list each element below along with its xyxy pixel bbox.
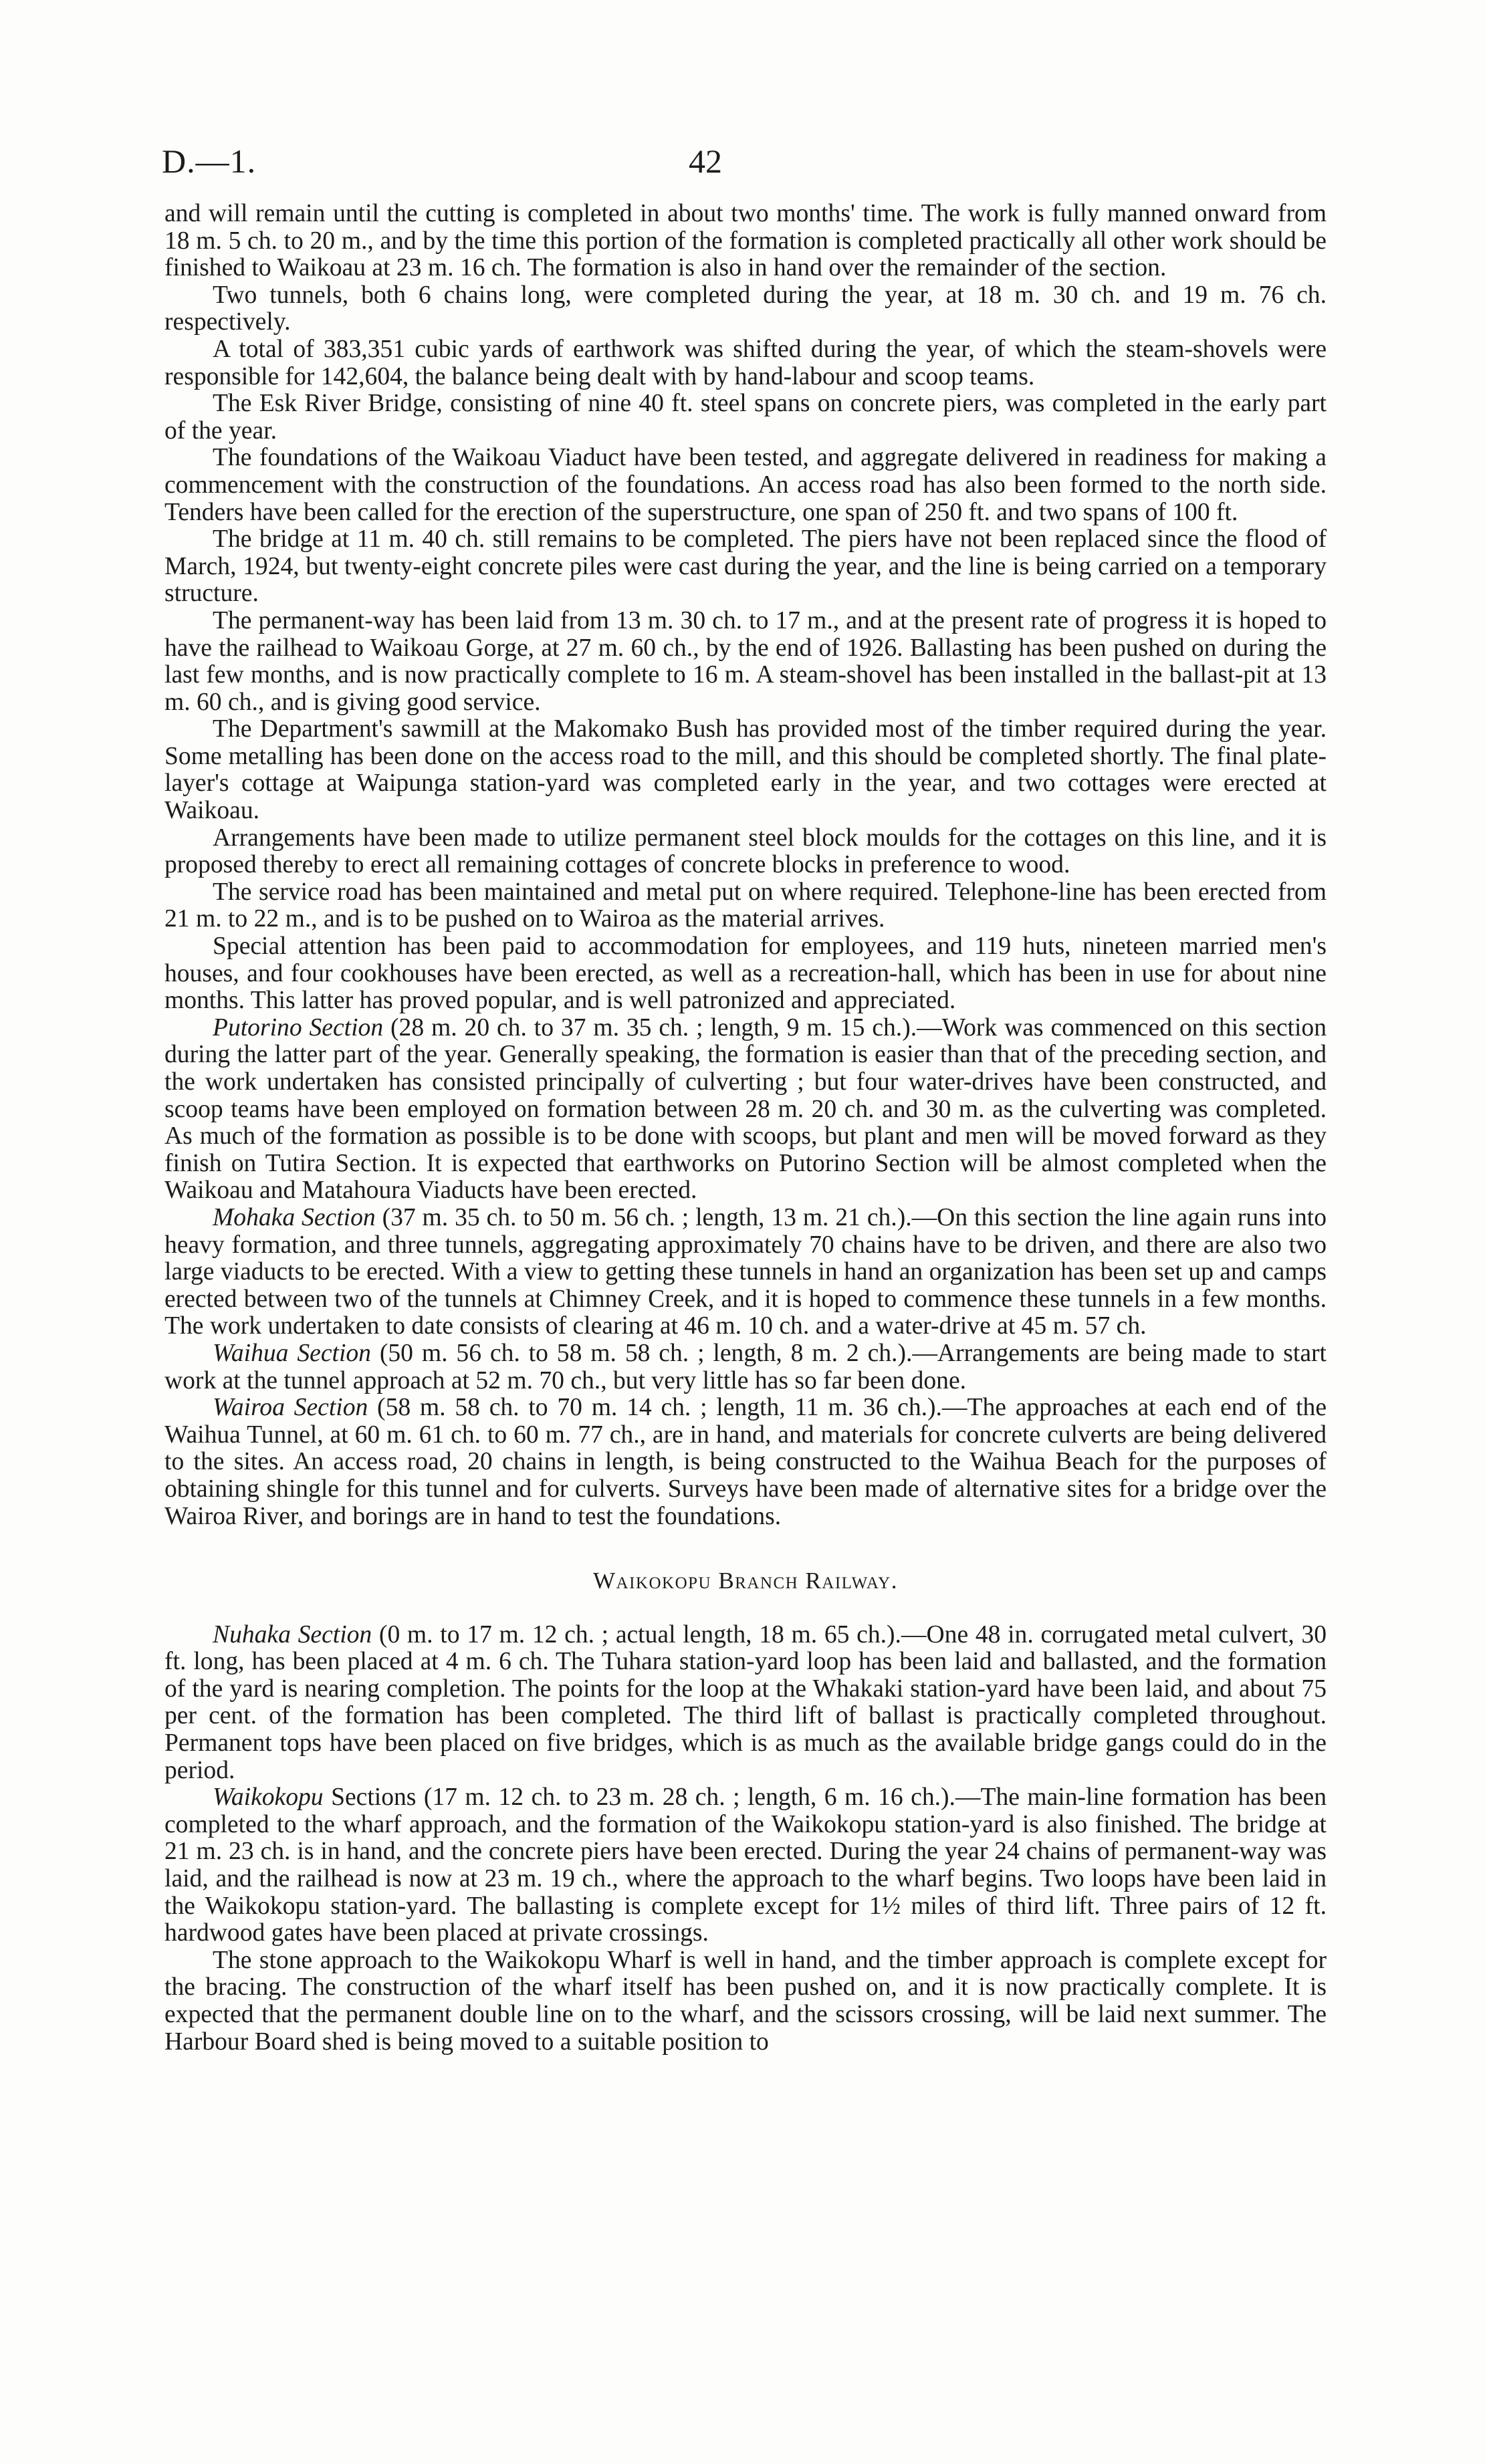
section-paragraph-wairoa xyxy=(164,1394,1327,1530)
paragraph: The bridge at 11 m. 40 ch. still remains to be completed. The piers have not been replaced since the flood of March, 1924, but twenty-eight concrete piles were cast during the year, and the line is being carried on a temporary structure. xyxy=(164,525,1327,608)
section-paragraph-waihua xyxy=(164,1340,1327,1394)
report-body xyxy=(164,201,1327,2056)
section-title: Waikokopu xyxy=(213,1783,324,1812)
paragraph: and will remain until the cutting is completed in about two months' time. The work is fully manned onward from 18 m. 5 ch. to 20 m., and by the time this portion of the formation is completed practically all other work should be finished to Waikoau at 23 m. 16 ch. The formation is also in hand over the remainder of the section. xyxy=(164,200,1327,282)
section-title: Mohaka Section xyxy=(213,1203,376,1231)
section-paragraph-nuhaka xyxy=(164,1622,1327,1785)
paragraph: Two tunnels, both 6 chains long, were completed during the year, at 18 m. 30 ch. and 19 m. 76 ch. respectively. xyxy=(164,281,1327,336)
paragraph: Arrangements have been made to utilize permanent steel block moulds for the cottages on this line, and it is proposed thereby to erect all remaining cottages of concrete blocks in preference to wood. xyxy=(164,824,1327,879)
paragraph: The Department's sawmill at the Makomako Bush has provided most of the timber required during the year. Some metalling has been done on the access road to the mill, and this should be completed shortly. The final plate-layer's cottage at Waipunga station-yard was completed early in the year, and two cottages were erected at Waikoau. xyxy=(164,715,1327,825)
section-paragraph-waikokopu xyxy=(164,1784,1327,1947)
section-title: Wairoa Section xyxy=(213,1394,368,1422)
section-text: (37 m. 35 ch. to 50 m. 56 ch. ; length, 13 m. 21 ch.).—On this section the line again runs into heavy formation, and three tunnels, aggregating approximately 70 chains have to be driven, and there are also two large viaducts to be erected. With a view to getting these tunnels in hand an organization has been set up and camps erected between two of the tunnels at Chimney Creek, and it is hoped to commence these tunnels in a few months. The work undertaken to date consists of clearing at 46 m. 10 ch. and a water-drive at 45 m. 57 ch. xyxy=(164,1203,1327,1340)
section-title: Waihua Section xyxy=(213,1339,371,1367)
section-text: Sections (17 m. 12 ch. to 23 m. 28 ch. ; length, 6 m. 16 ch.).—The main-line formation has been completed to the wharf approach, and the formation of the Waikokopu station-yard is also finished. The bridge at 21 m. 23 ch. is in hand, and the concrete piers have been erected. During the year 24 chains of permanent-way was laid, and the railhead is now at 23 m. 19 ch., where the approach to the wharf begins. Two loops have been laid in the Waikokopu station-yard. The ballasting is complete except for 1½ miles of third lift. Three pairs of 12 ft. hardwood gates have been placed at private crossings. xyxy=(164,1783,1327,1947)
section-text: (0 m. to 17 m. 12 ch. ; actual length, 18 m. 65 ch.).—One 48 in. corrugated metal culvert, 30 ft. long, has been placed at 4 m. 6 ch. The Tuhara station-yard loop has been laid and ballasted, and the formation of the yard is nearing completion. The points for the loop at the Whakaki station-yard have been laid, and about 75 per cent. of the formation has been completed. The third lift of ballast is practically completed throughout. Permanent tops have been placed on five bridges, which is as much as the available bridge gangs could do in the period. xyxy=(164,1620,1327,1784)
paragraph: The foundations of the Waikoau Viaduct have been tested, and aggregate delivered in readiness for making a commencement with the construction of the foundations. An access road has also been formed to the north side. Tenders have been called for the erection of the superstructure, one span of 250 ft. and two spans of 100 ft. xyxy=(164,444,1327,526)
section-text: (58 m. 58 ch. to 70 m. 14 ch. ; length, 11 m. 36 ch.).—The approaches at each end of the Waihua Tunnel, at 60 m. 61 ch. to 60 m. 77 ch., are in hand, and materials for concrete culverts are being delivered to the sites. An access road, 20 chains in length, is being constructed to the Waihua Beach for the purposes of obtaining shingle for this tunnel and for culverts. Surveys have been made of alternative sites for a bridge over the Wairoa River, and borings are in hand to test the foundations. xyxy=(164,1394,1327,1530)
section-paragraph-putorino xyxy=(164,1015,1327,1205)
paragraph: The Esk River Bridge, consisting of nine 40 ft. steel spans on concrete piers, was completed in the early part of the year. xyxy=(164,390,1327,445)
section-paragraph-mohaka xyxy=(164,1205,1327,1340)
document-reference: D.—1. xyxy=(162,142,257,180)
paragraph: The service road has been maintained and metal put on where required. Telephone-line has been erected from 21 m. to 22 m., and is to be pushed on to Wairoa as the material arrives. xyxy=(164,878,1327,933)
section-text: (28 m. 20 ch. to 37 m. 35 ch. ; length, 9 m. 15 ch.).—Work was commenced on this section during the latter part of the year. Generally speaking, the formation is easier than that of the preceding section, and the work undertaken has consisted principally of culverting ; but four water-drives have been constructed, and scoop teams have been employed on formation between 28 m. 20 ch. and 30 m. as the culverting was completed. As much of the formation as possible is to be done with scoops, but plant and men will be moved forward as they finish on Tutira Section. It is expected that earthworks on Putorino Section will be almost completed when the Waikoau and Matahoura Viaducts have been erected. xyxy=(164,1013,1327,1205)
branch-railway-heading: Waikokopu Branch Railway. xyxy=(593,1568,898,1594)
section-title: Nuhaka Section xyxy=(213,1620,372,1648)
paragraph: Special attention has been paid to accommodation for employees, and 119 huts, nineteen married men's houses, and four cookhouses have been erected, as well as a recreation-hall, which has been in use for about nine months. This latter has proved popular, and is well patronized and appreciated. xyxy=(164,933,1327,1015)
paragraph: A total of 383,351 cubic yards of earthwork was shifted during the year, of which the steam-shovels were responsible for 142,604, the balance being dealt with by hand-labour and scoop teams. xyxy=(164,335,1327,390)
closing-paragraph: The stone approach to the Waikokopu Wharf is well in hand, and the timber approach is complete except for the bracing. The construction of the wharf itself has been pushed on, and it is now practically complete. It is expected that the permanent double line on to the wharf, and the scissors crossing, will be laid next summer. The Harbour Board shed is being moved to a suitable position to xyxy=(164,1946,1327,2056)
paragraph: The permanent-way has been laid from 13 m. 30 ch. to 17 m., and at the present rate of progress it is hoped to have the railhead to Waikoau Gorge, at 27 m. 60 ch., by the end of 1926. Ballasting has been pushed on during the last few months, and is now practically complete to 16 m. A steam-shovel has been installed in the ballast-pit at 13 m. 60 ch., and is giving good service. xyxy=(164,606,1327,716)
section-title: Putorino Section xyxy=(213,1013,384,1041)
section-text: (50 m. 56 ch. to 58 m. 58 ch. ; length, 8 m. 2 ch.).—Arrangements are being made to start work at the tunnel approach at 52 m. 70 ch., but very little has so far been done. xyxy=(164,1339,1327,1394)
page-number: 42 xyxy=(689,142,722,180)
